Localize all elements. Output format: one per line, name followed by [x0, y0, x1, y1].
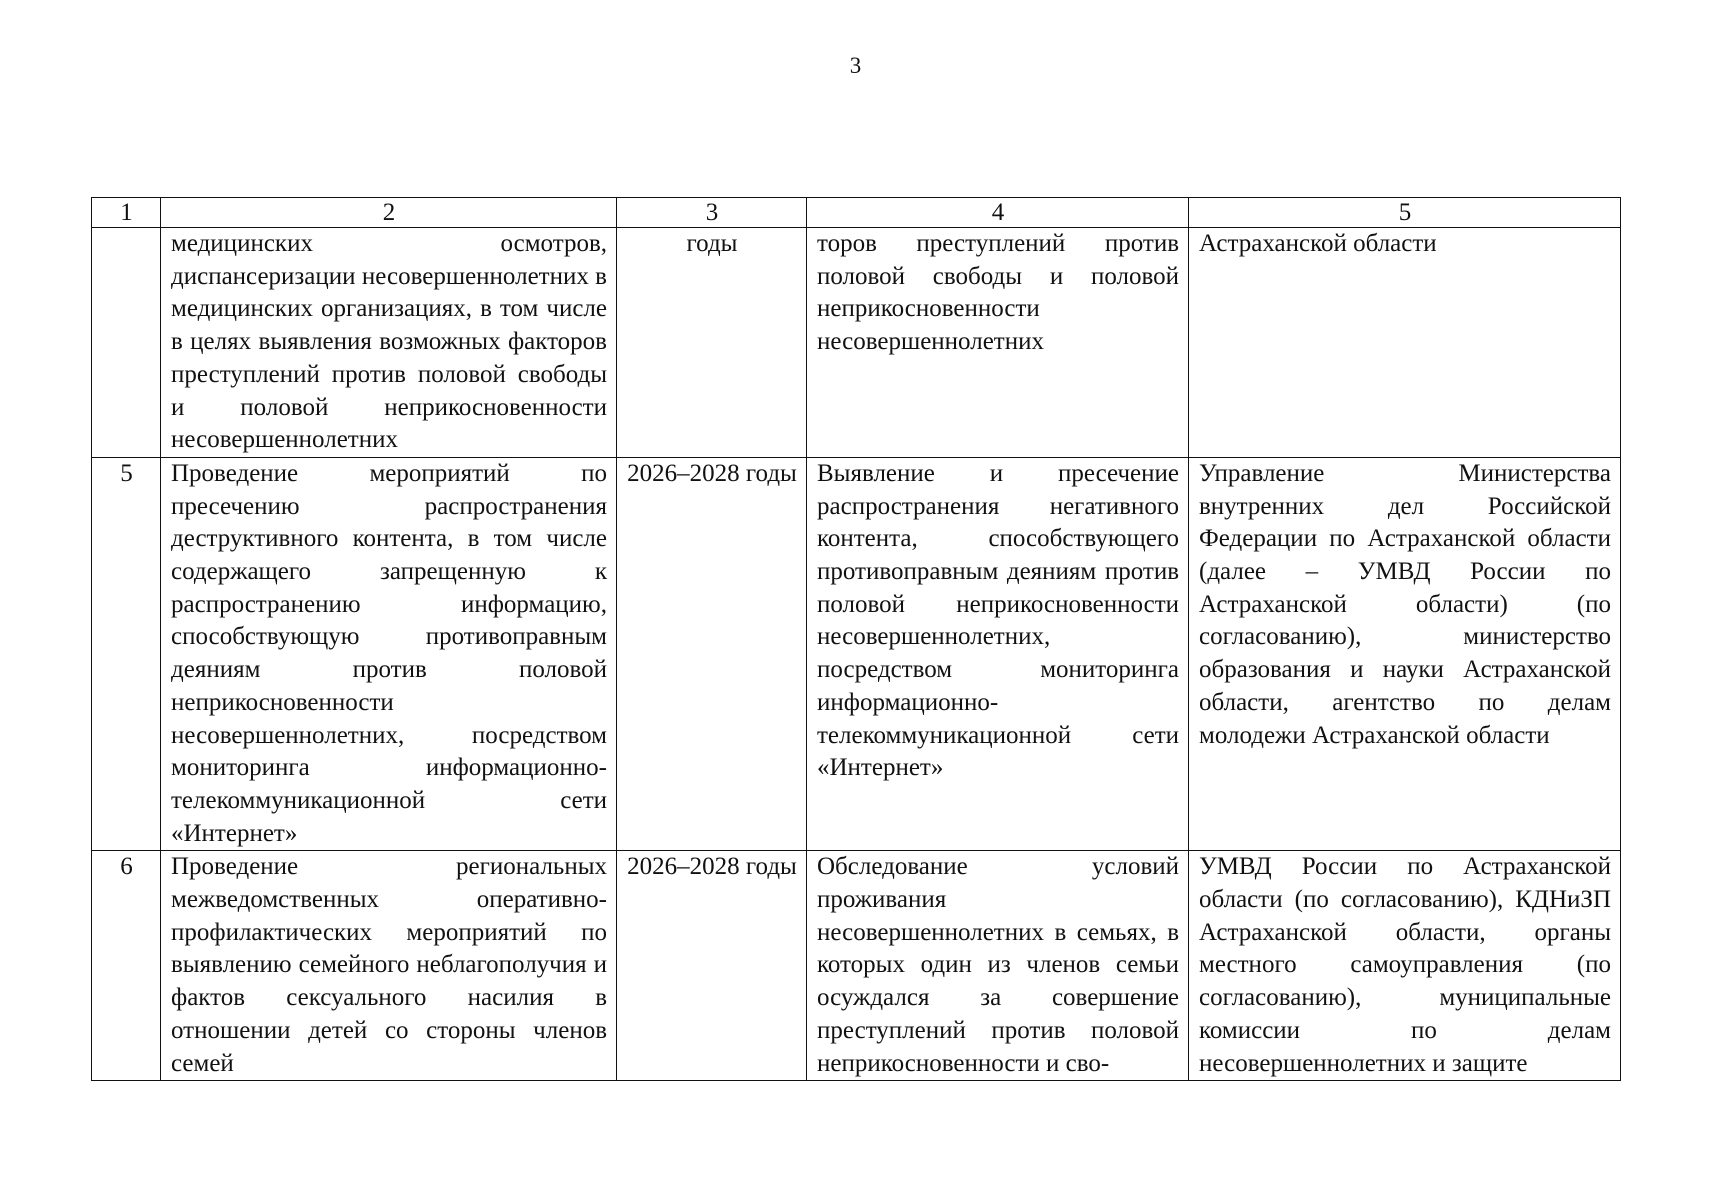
- row-number: 6: [92, 851, 161, 1081]
- page-number: 3: [849, 53, 862, 78]
- executor-cell: Астраханской области: [1189, 228, 1621, 458]
- header-cell-4: 4: [807, 198, 1189, 228]
- row-number: [92, 228, 161, 458]
- table-row: [92, 851, 1621, 1081]
- table-row: [92, 228, 1621, 458]
- header-cell-3: 3: [617, 198, 807, 228]
- header-cell-2: 2: [161, 198, 617, 228]
- measures-table: [91, 197, 1621, 1081]
- result-cell: Выявление и пресечение распространения негативного контента, способствующего противоправным деяниям против половой неприкосновенности несовершеннолетних, посредством мониторинга информационно-телекоммуникационной сети «Интернет»: [807, 457, 1189, 850]
- period-cell: годы: [617, 228, 807, 458]
- row-number: 5: [92, 457, 161, 850]
- table-row: [92, 457, 1621, 850]
- result-cell: Обследование условий проживания несовершеннолетних в семьях, в которых один из членов семьи осуждался за совершение преступлений против половой неприкосновенности и сво-: [807, 851, 1189, 1081]
- header-cell-5: 5: [1189, 198, 1621, 228]
- result-cell: торов преступлений против половой свободы и половой неприкосновенности несовершеннолетних: [807, 228, 1189, 458]
- header-cell-1: 1: [92, 198, 161, 228]
- measure-cell: Проведение мероприятий по пресечению распространения деструктивного контента, в том числе содержащего запрещенную к распространению информацию, способствующую противоправным деяниям против половой неприкосновенности несовершеннолетних, посредством мониторинга информационно-телекоммуникационной сети «Интернет»: [161, 457, 617, 850]
- period-cell: 2026–2028 годы: [617, 457, 807, 850]
- measure-cell: медицинских осмотров, диспансеризации несовершеннолетних в медицинских организациях, в том числе в целях выявления возможных факторов преступлений против половой свободы и половой неприкосновенности несовершеннолетних: [161, 228, 617, 458]
- period-cell: 2026–2028 годы: [617, 851, 807, 1081]
- executor-cell: УМВД России по Астраханской области (по согласованию), КДНиЗП Астраханской области, органы местного самоуправления (по согласованию), муниципальные комиссии по делам несовершеннолетних и защите: [1189, 851, 1621, 1081]
- measure-cell: Проведение региональных межведомственных оперативно-профилактических мероприятий по выявлению семейного неблагополучия и фактов сексуального насилия в отношении детей со стороны членов семей: [161, 851, 617, 1081]
- executor-cell: Управление Министерства внутренних дел Российской Федерации по Астраханской области (далее – УМВД России по Астраханской области) (по согласованию), министерство образования и науки Астраханской области, агентство по делам молодежи Астраханской области: [1189, 457, 1621, 850]
- table-header-row: [92, 198, 1621, 228]
